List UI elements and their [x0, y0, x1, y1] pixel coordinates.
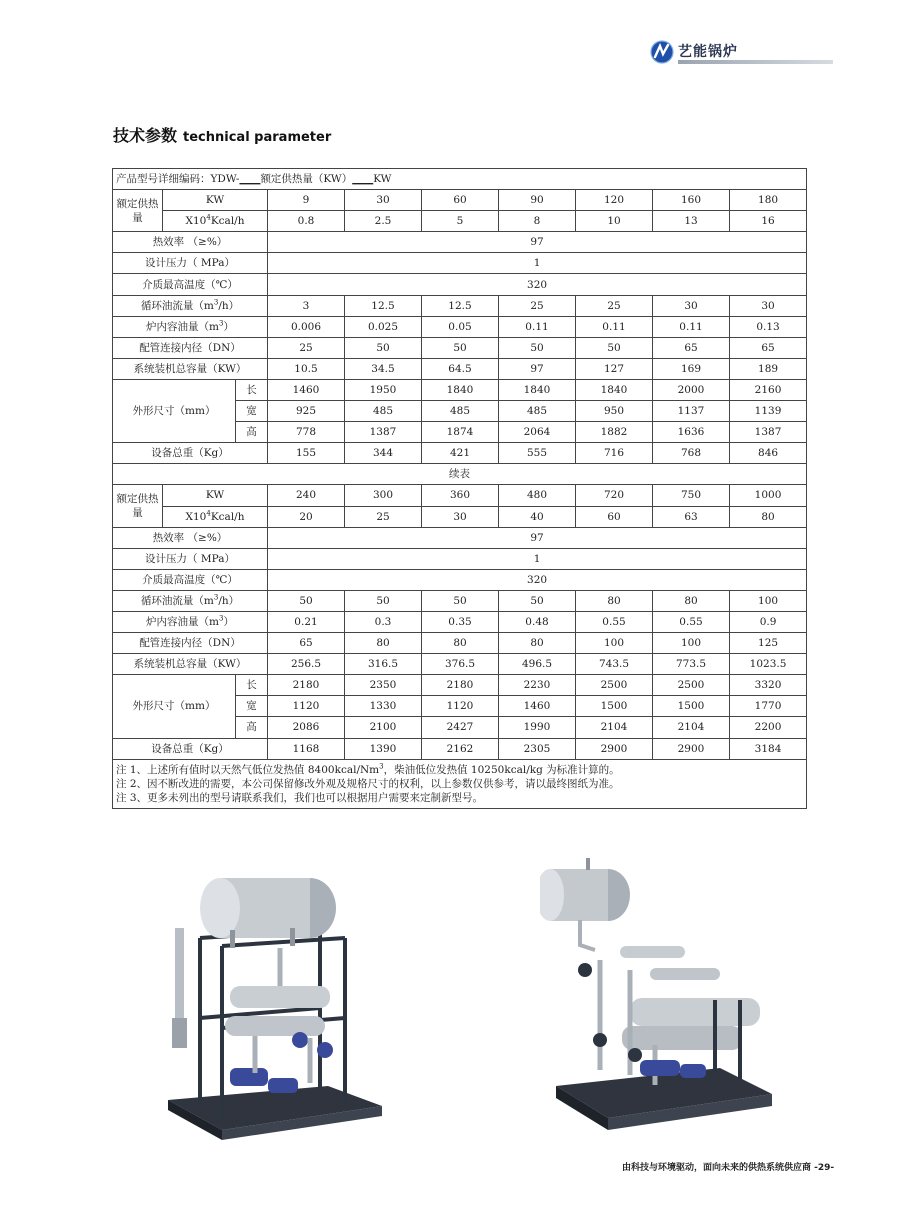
oil-cell: 0.55 [576, 611, 653, 632]
height-cell: 1636 [653, 422, 730, 443]
capacity-cell: 773.5 [653, 654, 730, 675]
oil-cell: 0.21 [268, 611, 345, 632]
length-cell: 1840 [422, 379, 499, 400]
flow-cell: 3 [268, 295, 345, 316]
height-cell: 1990 [499, 717, 576, 738]
efficiency-label: 热效率 （≥%） [113, 527, 268, 548]
kw-cell: 720 [576, 485, 653, 506]
weight-cell: 2900 [576, 738, 653, 759]
weight-row [113, 738, 807, 759]
dims-label: 外形尺寸（mm） [113, 379, 236, 442]
width-cell: 1120 [422, 696, 499, 717]
weight-cell: 2305 [499, 738, 576, 759]
length-cell: 1840 [499, 379, 576, 400]
temp-row [113, 274, 807, 295]
kw-cell: 180 [730, 190, 807, 211]
oil-cell: 0.05 [422, 316, 499, 337]
capacity-row [113, 654, 807, 675]
oil-row [113, 316, 807, 337]
height-cell: 2086 [268, 717, 345, 738]
height-cell: 1387 [345, 422, 422, 443]
kw-unit-label: KW [163, 485, 268, 506]
oil-label: 炉内容油量$(m^3)$ [113, 611, 268, 632]
width-cell: 1500 [576, 696, 653, 717]
dims-label: 外形尺寸（mm） [113, 675, 236, 738]
pipe-cell: 65 [268, 633, 345, 654]
length-cell: 2500 [576, 675, 653, 696]
brand-name: 艺能锅炉 [678, 44, 738, 60]
title-en: technical parameter [183, 130, 332, 145]
efficiency-label: 热效率 （≥%） [113, 232, 268, 253]
weight-cell: 768 [653, 443, 730, 464]
kw-cell: 300 [345, 485, 422, 506]
pressure-label: 设计压力（ MPa） [113, 548, 268, 569]
width-cell: 925 [268, 401, 345, 422]
height-cell: 2200 [730, 717, 807, 738]
width-cell: 1460 [499, 696, 576, 717]
pipe-label: 配管连接内径（DN） [113, 337, 268, 358]
weight-cell: 555 [499, 443, 576, 464]
oil-cell: 0.11 [653, 316, 730, 337]
height-cell: 2100 [345, 717, 422, 738]
width-cell: 1330 [345, 696, 422, 717]
oil-cell: 0.55 [653, 611, 730, 632]
oil-cell: 0.13 [730, 316, 807, 337]
flow-row [113, 590, 807, 611]
pipe-cell: 125 [730, 633, 807, 654]
pipe-cell: 65 [653, 337, 730, 358]
flow-cell: 50 [499, 590, 576, 611]
flow-cell: 50 [345, 590, 422, 611]
width-cell: 1137 [653, 401, 730, 422]
weight-cell: 2162 [422, 738, 499, 759]
length-row [113, 379, 807, 400]
width-label: 宽 [236, 696, 268, 717]
kw-cell: 1000 [730, 485, 807, 506]
length-cell: 1950 [345, 379, 422, 400]
product-code-line: 产品型号详细编码：YDW-____额定供热量（KW）____KW [113, 169, 807, 190]
weight-cell: 155 [268, 443, 345, 464]
flow-cell: 25 [499, 295, 576, 316]
flow-cell: 12.5 [345, 295, 422, 316]
efficiency-row [113, 232, 807, 253]
height-cell: 1882 [576, 422, 653, 443]
kcal-cell: 63 [653, 506, 730, 527]
pipe-cell: 50 [345, 337, 422, 358]
continued-row [113, 464, 807, 485]
notes-row [113, 759, 807, 808]
kw-cell: 120 [576, 190, 653, 211]
pipe-cell: 100 [576, 633, 653, 654]
length-cell: 3320 [730, 675, 807, 696]
flow-cell: 50 [422, 590, 499, 611]
length-row [113, 675, 807, 696]
kcal-cell: 80 [730, 506, 807, 527]
temp-value: 320 [268, 569, 807, 590]
weight-cell: 2900 [653, 738, 730, 759]
pipe-cell: 100 [653, 633, 730, 654]
capacity-cell: 10.5 [268, 358, 345, 379]
kcal-cell: 30 [422, 506, 499, 527]
capacity-cell: 64.5 [422, 358, 499, 379]
brand-header [650, 38, 835, 68]
weight-label: 设备总重（Kg） [113, 738, 268, 759]
weight-cell: 344 [345, 443, 422, 464]
height-cell: 2064 [499, 422, 576, 443]
flow-cell: 80 [653, 590, 730, 611]
note-3: 注 3、更多未列出的型号请联系我们，我们也可以根据用户需要来定制新型号。 [116, 791, 484, 804]
length-cell: 1840 [576, 379, 653, 400]
length-cell: 2350 [345, 675, 422, 696]
oil-cell: 0.9 [730, 611, 807, 632]
oil-cell: 0.3 [345, 611, 422, 632]
height-label: 高 [236, 422, 268, 443]
length-label: 长 [236, 379, 268, 400]
height-cell: 2104 [576, 717, 653, 738]
rated-heat-label: 额定供热量 [113, 485, 163, 527]
weight-row [113, 443, 807, 464]
kcal-unit-label: $X10^4Kcal/h$ [163, 506, 268, 527]
capacity-cell: 169 [653, 358, 730, 379]
kw-cell: 9 [268, 190, 345, 211]
width-cell: 1770 [730, 696, 807, 717]
efficiency-value: 97 [268, 232, 807, 253]
kcal-cell: 2.5 [345, 211, 422, 232]
kw-row [113, 190, 807, 211]
width-cell: 485 [345, 401, 422, 422]
pipe-cell: 80 [422, 633, 499, 654]
weight-cell: 1390 [345, 738, 422, 759]
kcal-cell: 8 [499, 211, 576, 232]
kw-cell: 480 [499, 485, 576, 506]
pipe-cell: 80 [345, 633, 422, 654]
temp-value: 320 [268, 274, 807, 295]
height-cell: 1874 [422, 422, 499, 443]
length-cell: 2230 [499, 675, 576, 696]
length-cell: 2000 [653, 379, 730, 400]
pipe-row [113, 337, 807, 358]
flow-cell: 30 [653, 295, 730, 316]
kcal-cell: 20 [268, 506, 345, 527]
width-cell: 1139 [730, 401, 807, 422]
flow-cell: 100 [730, 590, 807, 611]
flow-row [113, 295, 807, 316]
boiler-unit-illustration-2 [540, 850, 780, 1150]
capacity-cell: 496.5 [499, 654, 576, 675]
weight-cell: 846 [730, 443, 807, 464]
flow-cell: 80 [576, 590, 653, 611]
kw-cell: 60 [422, 190, 499, 211]
kcal-cell: 0.8 [268, 211, 345, 232]
height-label: 高 [236, 717, 268, 738]
boiler-unit-illustration-1 [160, 868, 390, 1148]
temp-label: 介质最高温度（℃） [113, 274, 268, 295]
flow-label: 循环油流量$(m^3/h)$ [113, 295, 268, 316]
width-cell: 950 [576, 401, 653, 422]
pipe-cell: 50 [576, 337, 653, 358]
kw-cell: 160 [653, 190, 730, 211]
capacity-cell: 127 [576, 358, 653, 379]
kcal-cell: 25 [345, 506, 422, 527]
pipe-cell: 50 [422, 337, 499, 358]
flow-label: 循环油流量$(m^3/h)$ [113, 590, 268, 611]
kw-cell: 90 [499, 190, 576, 211]
oil-row [113, 611, 807, 632]
temp-row [113, 569, 807, 590]
pressure-row [113, 548, 807, 569]
efficiency-row [113, 527, 807, 548]
kw-unit-label: KW [163, 190, 268, 211]
pipe-cell: 80 [499, 633, 576, 654]
spec-table [112, 168, 807, 809]
pressure-label: 设计压力（ MPa） [113, 253, 268, 274]
kcal-unit-label: $X10^4Kcal/h$ [163, 211, 268, 232]
height-cell: 1387 [730, 422, 807, 443]
note-1: 注 1、上述所有值时以天然气低位发热值 8400kcal/Nm$^3$，柴油低位发热值 10250kcal/kg 为标准计算的。 [116, 762, 620, 776]
flow-cell: 12.5 [422, 295, 499, 316]
oil-cell: 0.48 [499, 611, 576, 632]
pressure-value: 1 [268, 548, 807, 569]
weight-cell: 421 [422, 443, 499, 464]
capacity-cell: 376.5 [422, 654, 499, 675]
flow-cell: 25 [576, 295, 653, 316]
length-cell: 2500 [653, 675, 730, 696]
kw-cell: 240 [268, 485, 345, 506]
capacity-label: 系统装机总容量（KW） [113, 654, 268, 675]
height-cell: 778 [268, 422, 345, 443]
pipe-label: 配管连接内径（DN） [113, 633, 268, 654]
height-cell: 2104 [653, 717, 730, 738]
rated-heat-label: 额定供热量 [113, 190, 163, 232]
capacity-label: 系统装机总容量（KW） [113, 358, 268, 379]
capacity-cell: 743.5 [576, 654, 653, 675]
note-2: 注 2、因不断改进的需要，本公司保留修改外观及规格尺寸的权利，以上参数仅供参考，请以最终图纸为准。 [116, 777, 620, 790]
spec-table-body [113, 169, 807, 809]
weight-cell: 3184 [730, 738, 807, 759]
oil-label: 炉内容油量$(m^3)$ [113, 316, 268, 337]
oil-cell: 0.35 [422, 611, 499, 632]
continued-label: 续表 [113, 464, 807, 485]
page-title [113, 123, 331, 146]
height-cell: 2427 [422, 717, 499, 738]
kcal-cell: 16 [730, 211, 807, 232]
capacity-cell: 34.5 [345, 358, 422, 379]
oil-cell: 0.11 [576, 316, 653, 337]
pressure-value: 1 [268, 253, 807, 274]
brand-logo-icon [650, 40, 674, 64]
weight-cell: 716 [576, 443, 653, 464]
pressure-row [113, 253, 807, 274]
length-cell: 2180 [422, 675, 499, 696]
oil-cell: 0.025 [345, 316, 422, 337]
code-row [113, 169, 807, 190]
temp-label: 介质最高温度（℃） [113, 569, 268, 590]
capacity-cell: 316.5 [345, 654, 422, 675]
flow-cell: 30 [730, 295, 807, 316]
kw-cell: 750 [653, 485, 730, 506]
pipe-cell: 65 [730, 337, 807, 358]
efficiency-value: 97 [268, 527, 807, 548]
kcal-row [113, 506, 807, 527]
oil-cell: 0.11 [499, 316, 576, 337]
kcal-cell: 10 [576, 211, 653, 232]
width-cell: 1120 [268, 696, 345, 717]
footer-slogan: 由科技与环境驱动，面向未来的供热系统供应商 -29- [622, 1163, 835, 1173]
width-label: 宽 [236, 401, 268, 422]
pipe-row [113, 633, 807, 654]
weight-label: 设备总重（Kg） [113, 443, 268, 464]
pipe-cell: 50 [499, 337, 576, 358]
kw-cell: 30 [345, 190, 422, 211]
title-cn: 技术参数 [113, 126, 178, 145]
capacity-row [113, 358, 807, 379]
length-label: 长 [236, 675, 268, 696]
kcal-row [113, 211, 807, 232]
kcal-cell: 13 [653, 211, 730, 232]
capacity-cell: 189 [730, 358, 807, 379]
width-cell: 1500 [653, 696, 730, 717]
notes-cell [113, 759, 807, 808]
length-cell: 2180 [268, 675, 345, 696]
weight-cell: 1168 [268, 738, 345, 759]
oil-cell: 0.006 [268, 316, 345, 337]
kcal-cell: 5 [422, 211, 499, 232]
width-cell: 485 [422, 401, 499, 422]
kw-row [113, 485, 807, 506]
kw-cell: 360 [422, 485, 499, 506]
capacity-cell: 1023.5 [730, 654, 807, 675]
brand-underline [678, 60, 833, 64]
width-cell: 485 [499, 401, 576, 422]
length-cell: 1460 [268, 379, 345, 400]
pipe-cell: 25 [268, 337, 345, 358]
flow-cell: 50 [268, 590, 345, 611]
capacity-cell: 97 [499, 358, 576, 379]
kcal-cell: 40 [499, 506, 576, 527]
capacity-cell: 256.5 [268, 654, 345, 675]
kcal-cell: 60 [576, 506, 653, 527]
length-cell: 2160 [730, 379, 807, 400]
